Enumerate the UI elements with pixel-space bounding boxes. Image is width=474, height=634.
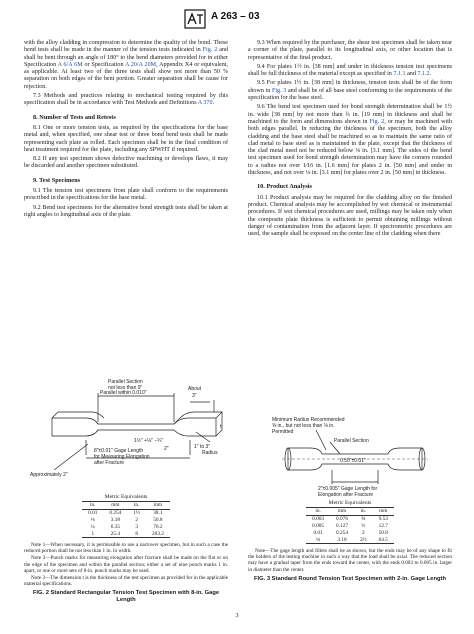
figure-3 — [248, 412, 452, 583]
paragraph-9-4: 9.4 For plates 1½ in. [38 mm] and under in thickness tension test specimens shall be full thickness of the material except as specified in 7.1.1 and 7.1.2. — [248, 63, 452, 78]
fig3-label-gage-length: 2"±0.005" Gage Length for — [318, 486, 378, 492]
fig2-label-one-half-plus: 1½" +⅛" −¼" — [134, 438, 164, 444]
left-column — [24, 40, 228, 221]
figure-2-drawing — [24, 366, 228, 492]
table-cell: 0.01 — [313, 529, 323, 536]
table-cell: 12.7 — [378, 522, 388, 529]
table-row — [82, 509, 170, 516]
astm-logo-icon — [184, 9, 206, 29]
fig2-label-for-measuring: for Measuring Elongation — [94, 454, 150, 460]
table-header: in. — [90, 502, 96, 509]
section-8-heading: 8. Number of Tests and Retests — [33, 113, 116, 121]
fig3-label-min-radius: Minimum Radius Recommended — [272, 417, 345, 423]
table-cell: 0.254 — [109, 510, 122, 517]
fig3-label-parallel-section: Parallel Section — [334, 438, 369, 444]
table-cell: 1 — [91, 530, 95, 537]
paragraph-9-6: 9.6 The bend test specimen used for bond strength determination shall be 1½ in. wide [38 mm] by not more than ¾ in. [19 mm] in thickness and shall be machined to the form and dimensions shown in Fig. 2, or may be machined with both edges parallel. In reducing the thickness of the specimen, both the alloy cladding and the base steel shall be machined so as to maintain the same ratio of clad metal to base steel as is maintained in the plate, except that the thickness of the clad metal need not be reduced below ⅛ in. [3.1 mm]. The sides of the bend test specimen used for bond strength determination may have the corners rounded to a radius not over 1⁄16 in. [1.6 mm] for plates 2 in. [50 mm] and under in thickness, and not over ⅛ in. [3.1 mm] for plates over 2 in. [50 mm] in thickness. — [248, 104, 452, 177]
ref-a20-link[interactable]: A 20/A 20M — [124, 61, 157, 68]
table-cell: 2 — [135, 516, 138, 523]
page-number: 3 — [235, 612, 239, 619]
table-row — [306, 529, 394, 536]
paragraph-9-2: 9.2 Bend test specimens for the alternative bond strength tests shall be taken at right angles to longitudinal axis of the plate. — [24, 204, 228, 218]
ref-a6-link[interactable]: A 6/A 6M — [57, 61, 83, 68]
ref-7-1-1-link[interactable]: 7.1.1 — [393, 71, 406, 78]
table-row — [82, 517, 170, 524]
table-header: in. — [360, 508, 366, 515]
table-cell: 6.35 — [110, 523, 120, 530]
ref-fig-2-link[interactable]: Fig. 2 — [202, 47, 218, 54]
fig2-label-gage-length: 8"±0.01" Gage Length — [94, 448, 144, 454]
figure-2 — [24, 366, 228, 604]
fig2-label-after-fracture: after Fracture — [94, 460, 125, 466]
fig3-notes — [248, 548, 452, 573]
fig2-label-approximately: Approximately 2" — [30, 472, 68, 478]
table-header: in. — [133, 502, 140, 509]
table-header: mm — [111, 502, 120, 509]
fig2-caption: FIG. 2 Standard Rectangular Tension Test Specimen with 8-in. Gage Length — [32, 590, 220, 604]
table-row — [82, 523, 170, 530]
table-cell: 1½ — [133, 510, 140, 517]
fig3-label-elongation: Elongation after Fracture — [318, 492, 374, 498]
table-row — [306, 536, 394, 543]
table-header: mm — [153, 502, 163, 509]
paragraph-9-3: 9.3 When required by the purchaser, the shear test specimen shall be taken near a corner of the plate, parallel to its longitudinal axis, or other location that is representative of the final product. — [248, 40, 452, 61]
table-cell: 3 — [135, 523, 138, 530]
table-cell: 3.18 — [337, 536, 347, 543]
table-cell: ¼ — [90, 523, 95, 530]
table-cell: 0.076 — [336, 516, 348, 523]
table-cell: 50.8 — [378, 529, 388, 536]
table-cell: 50.8 — [153, 516, 163, 523]
paragraph-8-1: 8.1 One or more tension tests, as required by the specifications for the base metal and, when specified, one shear test or three bond bend tests shall be made representing each plate as rolled. Each specimen shall be in the final condition of heat treatment required for the plate, including any SPWHT if required. — [24, 124, 228, 153]
fig2-label-parallel-section: Parallel Section — [108, 379, 143, 385]
table-header: mm — [379, 508, 388, 515]
ref-a370-link[interactable]: A 370 — [197, 100, 213, 107]
paragraph-8-2: 8.2 If any test specimen shows defective machining or develops flaws, it may be discarded and another specimen substituted. — [24, 156, 228, 170]
table-cell: ½ — [361, 522, 366, 529]
fig3-label-three-eighths: ⅜ in., but not less than ⅛ in. — [272, 423, 335, 429]
standard-designation: A 263 – 03 — [211, 11, 260, 22]
fig2-note-2: Note 2—Punch marks for measuring elongation after fracture shall be made on the flat or on the edge of the specimen and within the parallel section; either a set of nine punch marks 1 in. apart, or one or more sets of 8-in. punch marks may be used. — [24, 555, 228, 574]
fig2-label-three: 3" — [192, 393, 197, 399]
table-header: mm — [337, 508, 347, 515]
section-9-heading: 9. Test Specimens — [33, 176, 81, 184]
table-cell: ⅛ — [90, 516, 95, 523]
table-cell: 0.127 — [336, 522, 348, 529]
table-cell: 0.254 — [336, 529, 348, 536]
fig2-note-3: Note 3—The dimension t is the thickness of the test specimen as provided for in the applicable material specifications. — [24, 574, 228, 588]
right-column — [248, 40, 452, 240]
fig2-label-one-to-three: 1" to 3" — [194, 444, 211, 450]
table-header-row — [82, 502, 170, 510]
ref-7-1-2-link[interactable]: 7.1.2 — [417, 71, 430, 78]
table-cell: 76.2 — [153, 523, 163, 530]
table-cell: 2½ — [359, 536, 367, 543]
paragraph-9-5: 9.5 For plates 1½ in. [38 mm] in thickness, tension tests shall be of the form shown in Fig. 3 and shall be of all base steel conforming to the requirements of the specification for the base steel. — [248, 80, 452, 102]
paragraph-7-3: 7.3 Methods and practices relating to mechanical testing required by this specification shall be in accordance with Test Methods and Definitions A 370. — [24, 93, 228, 107]
table-cell: 0.005 — [312, 522, 325, 529]
table-cell: 64.5 — [378, 536, 388, 543]
table-cell: 3.18 — [110, 516, 120, 523]
table-row — [306, 515, 394, 522]
table-cell: 0.003 — [312, 516, 325, 523]
page-header — [0, 8, 474, 30]
fig2-label-two: 2" — [164, 446, 169, 452]
ref-fig-3-link[interactable]: Fig. 3 — [271, 87, 287, 94]
paragraph-9-1: 9.1 The tension test specimens from plate shall conform to the requirements prescribed in the specifications for the base metal. — [24, 188, 228, 202]
table-cell: 203.2 — [151, 530, 164, 537]
fig3-label-permitted: Permitted — [272, 429, 294, 435]
table-cell: 9.53 — [378, 516, 388, 523]
table-row — [82, 530, 170, 537]
table-cell: 0.01 — [88, 510, 98, 517]
table-cell: ⅛ — [316, 536, 321, 543]
table-cell: 2 — [361, 529, 365, 536]
figure-3-drawing — [248, 412, 452, 498]
table-cell: 8 — [135, 530, 138, 537]
table-row — [306, 523, 394, 530]
table-header: in. — [315, 508, 321, 515]
fig3-table-caption: Metric Equivalents — [328, 500, 372, 506]
fig2-label-t: t — [220, 424, 222, 430]
table-cell: ⅜ — [361, 516, 366, 523]
fig3-label-diameter: 0.50"±0.01" — [340, 458, 366, 464]
fig2-label-radius: Radius — [202, 450, 218, 456]
paragraph-10-1: 10.1 Product analysis may be required for the cladding alloy on the finished product. Chemical analysis may be accomplished by wet chemical or instrumental procedures. If wet chemical procedures are used, millings may be taken only when the composite plate thickness is sufficient to permit obtaining millings without danger of contamination from the adjacent layer. If spectrometric procedures are used, the sample shall be exposed on the center line of the cladding when there — [248, 194, 452, 238]
fig2-metric-table — [82, 501, 170, 538]
fig2-table-caption: Metric Equivalents — [104, 494, 148, 500]
fig2-label-about: About — [188, 386, 202, 392]
ref-fig-2-link-2[interactable]: Fig. 2 — [369, 118, 385, 125]
fig3-metric-table — [306, 507, 394, 544]
table-cell: 38.1 — [153, 510, 163, 517]
section-10-heading: 10. Product Analysis — [257, 183, 312, 191]
fig3-note: Note—The gage length and fillets shall be as shown, but the ends may be of any shape to fit the holders of the testing machine in such a way that the load shall be axial. The reduced section may have a gradual taper from the ends toward the center, with the ends 0.003 to 0.005 in. larger in diameter than the center. — [248, 547, 452, 573]
fig2-label-parallel-within: Parallel within 0.010" — [100, 390, 147, 396]
fig2-label-not-less-than: not less than 9" — [108, 385, 143, 391]
fig3-caption: FIG. 3 Standard Round Tension Test Specimen with 2-in. Gage Length — [253, 575, 447, 582]
fig2-note-1: Note 1—When necessary, it is permissible to use a narrower specimen, but in such a case the reduced portion shall be not less than 1 in. in width. — [24, 541, 228, 555]
table-header-row — [306, 508, 394, 516]
fig2-notes — [24, 542, 228, 587]
paragraph-7-2-continuation: with the alloy cladding in compression to determine the quality of the bond. These bend tests shall be made in the manner of the tension tests indicated in Fig. 2 and shall be bent through an angle of 180° to the bend diameters provided for in either Specification A 6/A 6M or Specification A 20/A 20M, Appendix X4 or equivalent, as applicable. At least two of the three tests shall show not more than 50 % separation on both edges of the bent portion. Greater separation shall be cause for rejection. — [24, 40, 229, 90]
table-cell: 25.4 — [110, 530, 120, 537]
